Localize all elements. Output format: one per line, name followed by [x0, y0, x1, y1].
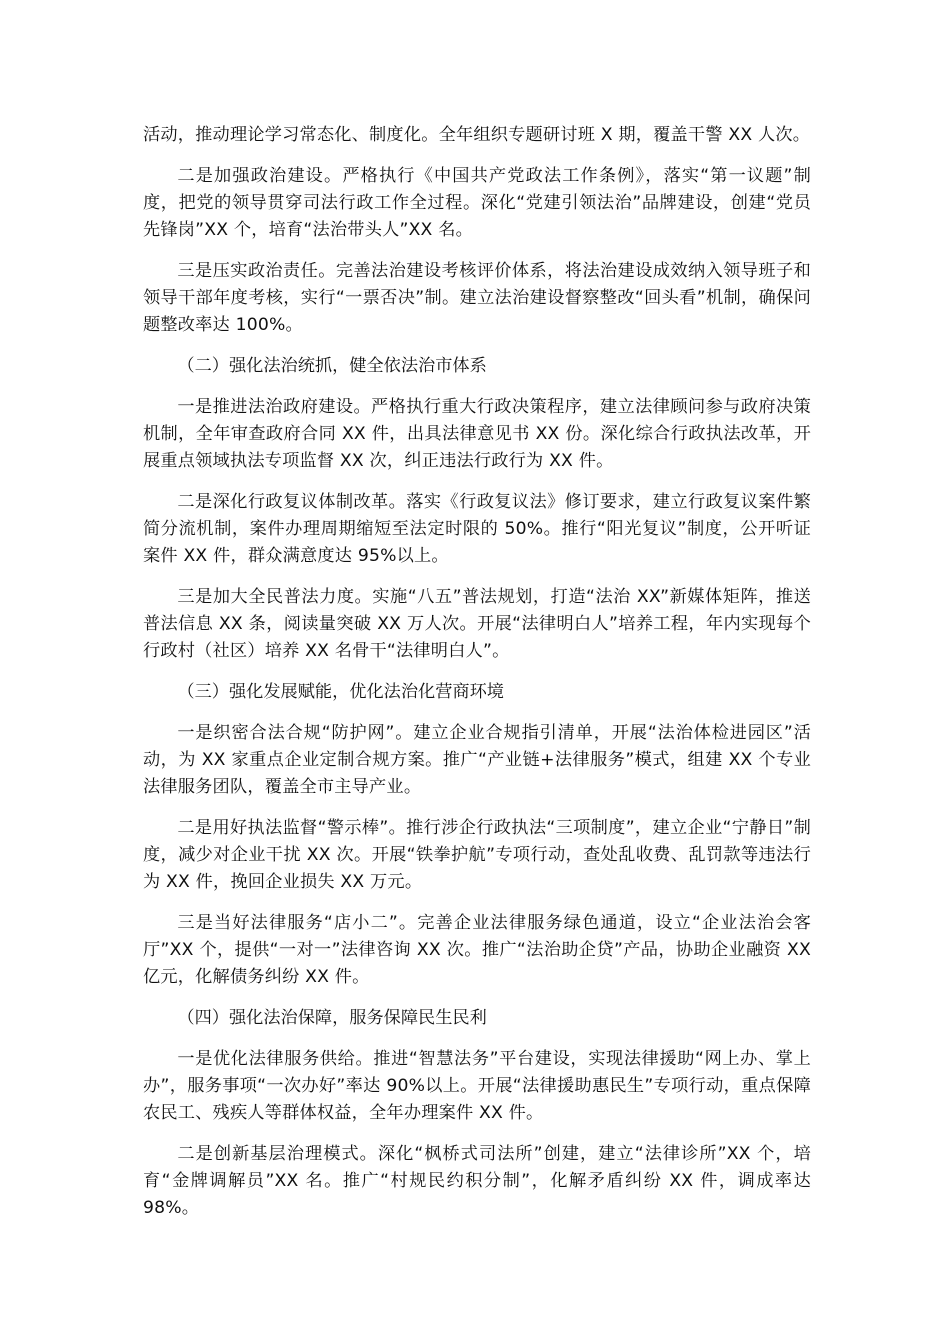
paragraph-legal-service-supply: 一是优化法律服务供给。推进“智慧法务”平台建设，实现法律援助“网上办、掌上办”，服务事项“一次办好”率达 90%以上。开展“法律援助惠民生”专项行动，重点保障农民工、残疾人等群体权益，全年办理案件 XX 件。: [143, 1049, 811, 1123]
paragraph-legal-services: 三是当好法律服务“店小二”。完善企业法律服务绿色通道，设立“企业法治会客厅”XX 个，提供“一对一”法律咨询 XX 次。推广“法治助企贷”产品，协助企业融资 XX 亿元，化解债务纠纷 XX 件。: [143, 913, 811, 987]
paragraph-rule-of-law-government: 一是推进法治政府建设。严格执行重大行政决策程序，建立法律顾问参与政府决策机制，全年审查政府合同 XX 件，出具法律意见书 XX 份。深化综合行政执法改革，开展重点领域执法专项监督 XX 次，纠正违法行政行为 XX 件。: [143, 397, 811, 471]
paragraph-political-building: 二是加强政治建设。严格执行《中国共产党政法工作条例》，落实“第一议题”制度，把党的领导贯穿司法行政工作全过程。深化“党建引领法治”品牌建设，创建“党员先锋岗”XX 个，培育“法治带头人”XX 名。: [143, 166, 811, 240]
paragraph-continued: 活动，推动理论学习常态化、制度化。全年组织专题研讨班 X 期，覆盖干警 XX 人次。: [143, 125, 811, 145]
paragraph-compliance-net: 一是织密合法合规“防护网”。建立企业合规指引清单，开展“法治体检进园区”活动，为 XX 家重点企业定制合规方案。推广“产业链+法律服务”模式，组建 XX 个专业法律服务团队，覆盖全市主导产业。: [143, 723, 811, 797]
paragraph-enforcement-supervision: 二是用好执法监督“警示棒”。推行涉企行政执法“三项制度”，建立企业“宁静日”制度，减少对企业干扰 XX 次。开展“铁拳护航”专项行动，查处乱收费、乱罚款等违法行为 XX 件，挽回企业损失 XX 万元。: [143, 818, 811, 892]
section-heading-3: （三）强化发展赋能，优化法治化营商环境: [177, 682, 504, 702]
paragraph-legal-education: 三是加大全民普法力度。实施“八五”普法规划，打造“法治 XX”新媒体矩阵，推送普法信息 XX 条，阅读量突破 XX 万人次。开展“法律明白人”培养工程，年内实现每个行政村（社区）培养 XX 名骨干“法律明白人”。: [143, 587, 811, 661]
paragraph-political-responsibility: 三是压实政治责任。完善法治建设考核评价体系，将法治建设成效纳入领导班子和领导干部年度考核，实行“一票否决”制。建立法治建设督察整改“回头看”机制，确保问题整改率达 100%。: [143, 261, 811, 335]
document-body: [143, 122, 811, 1236]
section-heading-4: （四）强化法治保障，服务保障民生民利: [177, 1008, 487, 1028]
section-heading-2: （二）强化法治统抓，健全依法治市体系: [177, 356, 487, 376]
paragraph-administrative-review: 二是深化行政复议体制改革。落实《行政复议法》修订要求，建立行政复议案件繁简分流机制，案件办理周期缩短至法定时限的 50%。推行“阳光复议”制度，公开听证案件 XX 件，群众满意度达 95%以上。: [143, 492, 811, 566]
paragraph-grassroots-governance: 二是创新基层治理模式。深化“枫桥式司法所”创建，建立“法律诊所”XX 个，培育“金牌调解员”XX 名。推广“村规民约积分制”，化解矛盾纠纷 XX 件，调成率达 98%。: [143, 1144, 811, 1218]
